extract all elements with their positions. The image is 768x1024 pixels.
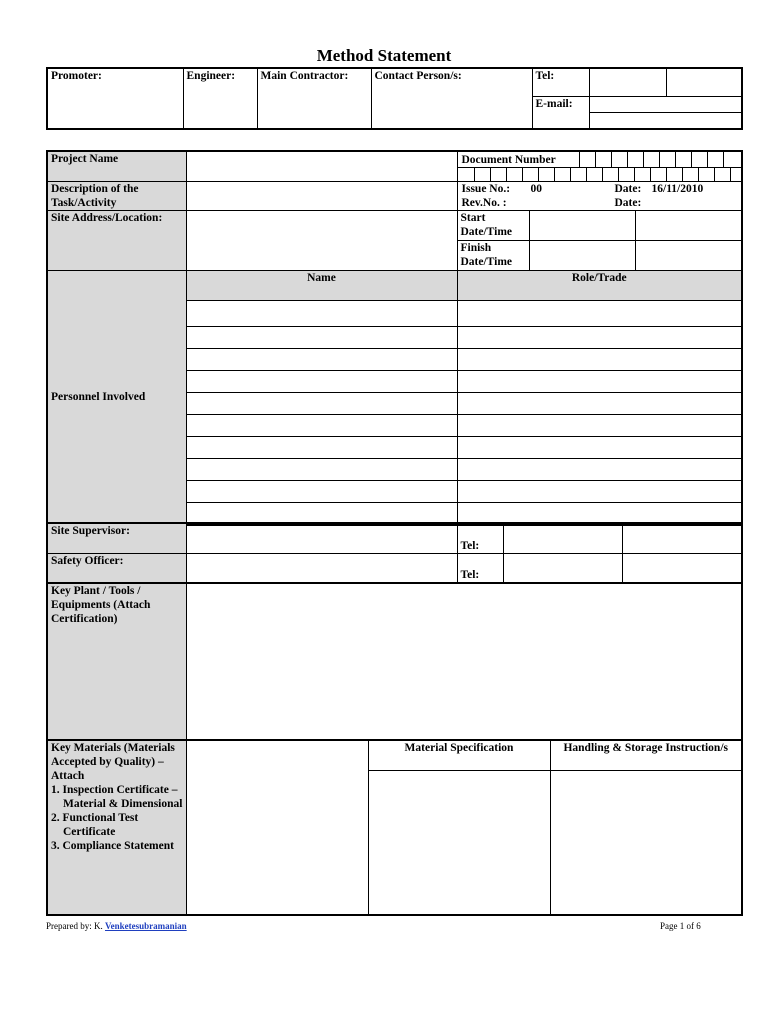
document-number-cell [457, 151, 742, 182]
personnel-name-field[interactable] [186, 301, 457, 327]
document-number-box-divider [643, 152, 644, 167]
document-number-box-divider [698, 167, 699, 181]
main-contractor-label: Main Contractor: [257, 68, 371, 129]
key-plant-field[interactable] [186, 583, 742, 740]
material-spec-field[interactable] [368, 770, 550, 915]
document-number-box-divider [595, 152, 596, 167]
document-number-box-divider [714, 167, 715, 181]
contact-person-label: Contact Person/s: [371, 68, 532, 129]
key-materials-intro: Key Materials (Materials Accepted by Quality) – Attach [51, 742, 175, 782]
key-materials-item: 1. Inspection Certificate –Material & Dimensional [51, 784, 183, 810]
page-title: Method Statement [316, 46, 452, 65]
document-number-box-divider [611, 152, 612, 167]
personnel-name-field[interactable] [186, 481, 457, 503]
key-plant-label: Key Plant / Tools / Equipments (Attach Certification) [47, 583, 186, 740]
document-number-label: Document Number [461, 154, 556, 166]
personnel-role-field[interactable] [457, 327, 742, 349]
officer-tel-label: Tel: [457, 553, 503, 583]
finish-datetime-label: Finish Date/Time [457, 241, 529, 271]
document-number-box-divider [634, 167, 635, 181]
personnel-role-field[interactable] [457, 371, 742, 393]
issue-date-label: Date: [614, 183, 642, 195]
description-field[interactable] [186, 182, 457, 211]
engineer-label: Engineer: [183, 68, 257, 129]
handling-storage-header: Handling & Storage Instruction/s [550, 740, 742, 770]
document-number-box-divider [675, 152, 676, 167]
handling-storage-field[interactable] [550, 770, 742, 915]
personnel-role-field[interactable] [457, 459, 742, 481]
page-number: Page 1 of 6 [660, 921, 701, 931]
supervisor-tel-label: Tel: [457, 523, 503, 553]
tel-label: Tel: [532, 68, 589, 96]
key-materials-item: 2. Functional Test Certificate [51, 812, 139, 838]
personnel-name-field[interactable] [186, 349, 457, 371]
issue-date-value: 16/11/2010 [651, 183, 704, 195]
document-number-box-divider [666, 167, 667, 181]
key-plant-table [46, 582, 743, 741]
document-number-box-divider [506, 167, 507, 181]
personnel-role-field[interactable] [457, 349, 742, 371]
document-number-box-divider [650, 167, 651, 181]
contacts-table [46, 522, 743, 584]
safety-officer-label: Safety Officer: [47, 553, 186, 583]
officer-tel-field-2[interactable] [622, 553, 742, 583]
personnel-name-field[interactable] [186, 327, 457, 349]
rev-no-label: Rev.No. : [461, 197, 507, 209]
document-number-box-divider [618, 167, 619, 181]
document-number-box-divider [490, 167, 491, 181]
supervisor-tel-field[interactable] [503, 523, 622, 553]
document-number-box-divider [586, 167, 587, 181]
personnel-role-field[interactable] [457, 301, 742, 327]
rev-date-label: Date: [614, 197, 642, 209]
key-materials-field[interactable] [186, 740, 368, 915]
document-number-box-divider [554, 167, 555, 181]
site-address-field[interactable] [186, 211, 457, 271]
start-date-field[interactable] [529, 211, 635, 241]
document-number-box-divider [474, 167, 475, 181]
document-number-box-divider [522, 167, 523, 181]
start-time-field[interactable] [635, 211, 742, 241]
key-materials-label [47, 740, 186, 915]
personnel-name-field[interactable] [186, 371, 457, 393]
document-number-boxes[interactable] [458, 152, 742, 181]
name-column-header: Name [186, 271, 457, 301]
promoter-label: Promoter: [47, 68, 183, 129]
site-supervisor-label: Site Supervisor: [47, 523, 186, 553]
author-link[interactable]: Venketesubramanian [104, 921, 187, 931]
site-address-label: Site Address/Location: [47, 211, 186, 271]
email-field[interactable] [589, 96, 742, 112]
personnel-name-field[interactable] [186, 393, 457, 415]
document-number-box-divider [579, 152, 580, 167]
email-field-2[interactable] [589, 112, 742, 129]
officer-tel-field[interactable] [503, 553, 622, 583]
document-number-box-divider [691, 152, 692, 167]
project-table [46, 150, 743, 526]
tel-field-2[interactable] [666, 68, 742, 96]
key-materials-table [46, 739, 743, 916]
project-name-field[interactable] [186, 151, 457, 182]
document-number-box-divider [723, 152, 724, 167]
description-label: Description of the Task/Activity [47, 182, 186, 211]
email-label: E-mail: [532, 96, 589, 129]
personnel-role-field[interactable] [457, 415, 742, 437]
start-datetime-label: Start Date/Time [457, 211, 529, 241]
issue-rev-cell [457, 182, 742, 211]
finish-date-field[interactable] [529, 241, 635, 271]
issue-no-label: Issue No.: [461, 183, 511, 195]
personnel-name-field[interactable] [186, 437, 457, 459]
document-number-box-divider [707, 152, 708, 167]
role-column-header: Role/Trade [457, 271, 742, 301]
finish-time-field[interactable] [635, 241, 742, 271]
personnel-name-field[interactable] [186, 459, 457, 481]
document-number-box-divider [730, 167, 731, 181]
personnel-involved-label: Personnel Involved [47, 271, 186, 525]
personnel-role-field[interactable] [457, 393, 742, 415]
supervisor-tel-field-2[interactable] [622, 523, 742, 553]
prepared-by-label: Prepared by: K. [46, 921, 103, 931]
issue-no-value: 00 [530, 183, 542, 195]
personnel-role-field[interactable] [457, 437, 742, 459]
tel-field[interactable] [589, 68, 666, 96]
document-number-box-divider [602, 167, 603, 181]
site-supervisor-field[interactable] [186, 523, 457, 553]
prepared-by [46, 921, 187, 931]
material-spec-header: Material Specification [368, 740, 550, 770]
document-number-box-divider [682, 167, 683, 181]
document-number-box-divider [538, 167, 539, 181]
document-number-box-divider [627, 152, 628, 167]
key-materials-item: 3. Compliance Statement [51, 840, 174, 852]
document-number-box-divider [659, 152, 660, 167]
project-name-label: Project Name [47, 151, 186, 182]
personnel-name-field[interactable] [186, 415, 457, 437]
personnel-role-field[interactable] [457, 481, 742, 503]
header-table [46, 67, 743, 130]
safety-officer-field[interactable] [186, 553, 457, 583]
document-number-box-divider [570, 167, 571, 181]
